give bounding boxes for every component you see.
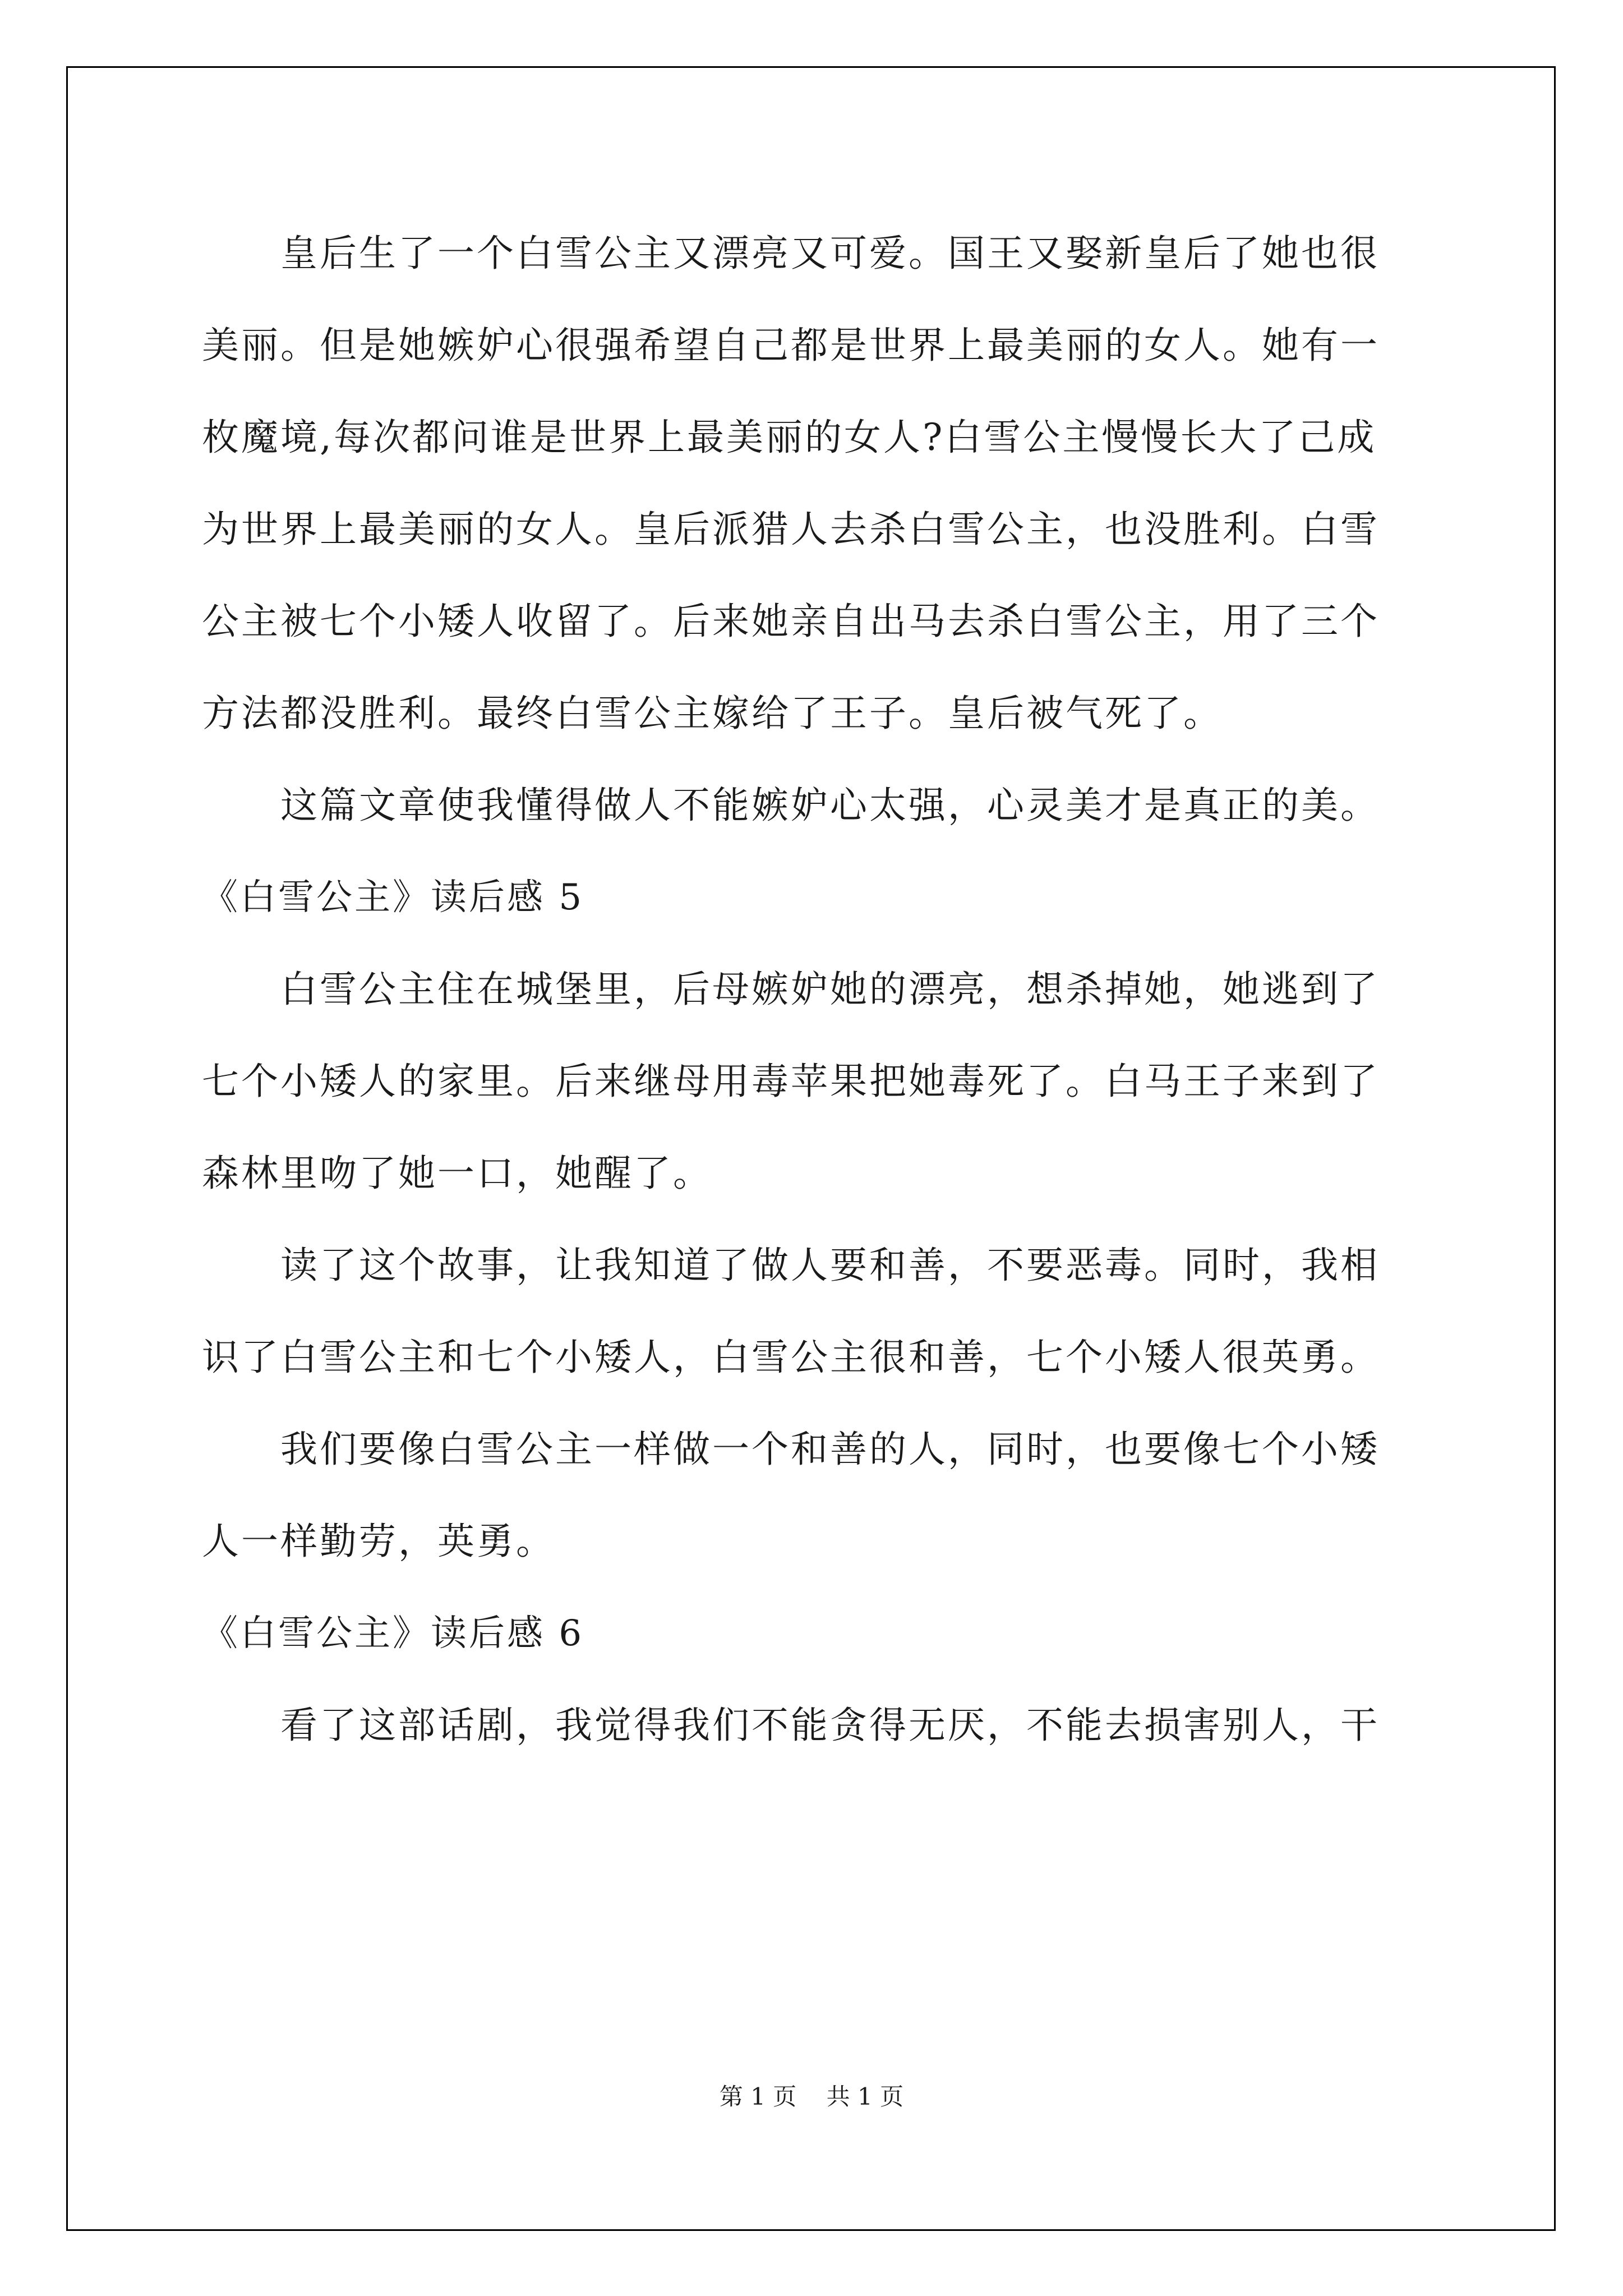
text-line: 白雪公主住在城堡里，后母嫉妒她的漂亮，想杀掉她，她逃到了	[280, 968, 1380, 1011]
text-line: 七个小矮人的家里。后来继母用毒苹果把她毒死了。白马王子来到了	[202, 1060, 1380, 1103]
text-line: 枚魔境,每次都问谁是世界上最美丽的女人?白雪公主慢慢长大了己成	[202, 416, 1377, 459]
section-heading: 《白雪公主》读后感 5	[202, 877, 584, 918]
text-line: 读了这个故事，让我知道了做人要和善，不要恶毒。同时，我相	[280, 1244, 1380, 1287]
text-line: 我们要像白雪公主一样做一个和善的人，同时，也要像七个小矮	[280, 1428, 1380, 1471]
section-heading: 《白雪公主》读后感 6	[202, 1613, 584, 1654]
text-line: 皇后生了一个白雪公主又漂亮又可爱。国王又娶新皇后了她也很	[280, 232, 1380, 275]
text-line: 这篇文章使我懂得做人不能嫉妒心太强，心灵美才是真正的美。	[280, 784, 1380, 827]
text-line: 识了白雪公主和七个小矮人，白雪公主很和善，七个小矮人很英勇。	[202, 1336, 1380, 1379]
text-line: 方法都没胜利。最终白雪公主嫁给了王子。皇后被气死了。	[202, 692, 1223, 735]
page-total: 共 1 页	[826, 2083, 904, 2110]
page-number: 第 1 页	[719, 2083, 797, 2110]
text-line: 为世界上最美丽的女人。皇后派猎人去杀白雪公主，也没胜利。白雪	[202, 508, 1380, 551]
document-body	[202, 208, 1436, 1772]
text-line: 公主被七个小矮人收留了。后来她亲自出马去杀白雪公主，用了三个	[202, 600, 1380, 643]
text-line: 美丽。但是她嫉妒心很强希望自己都是世界上最美丽的女人。她有一	[202, 324, 1380, 367]
text-line: 人一样勤劳，英勇。	[202, 1520, 555, 1563]
text-line: 看了这部话剧，我觉得我们不能贪得无厌，不能去损害别人，干	[280, 1704, 1380, 1747]
text-line: 森林里吻了她一口，她醒了。	[202, 1152, 712, 1195]
page-footer	[0, 2078, 1623, 2112]
